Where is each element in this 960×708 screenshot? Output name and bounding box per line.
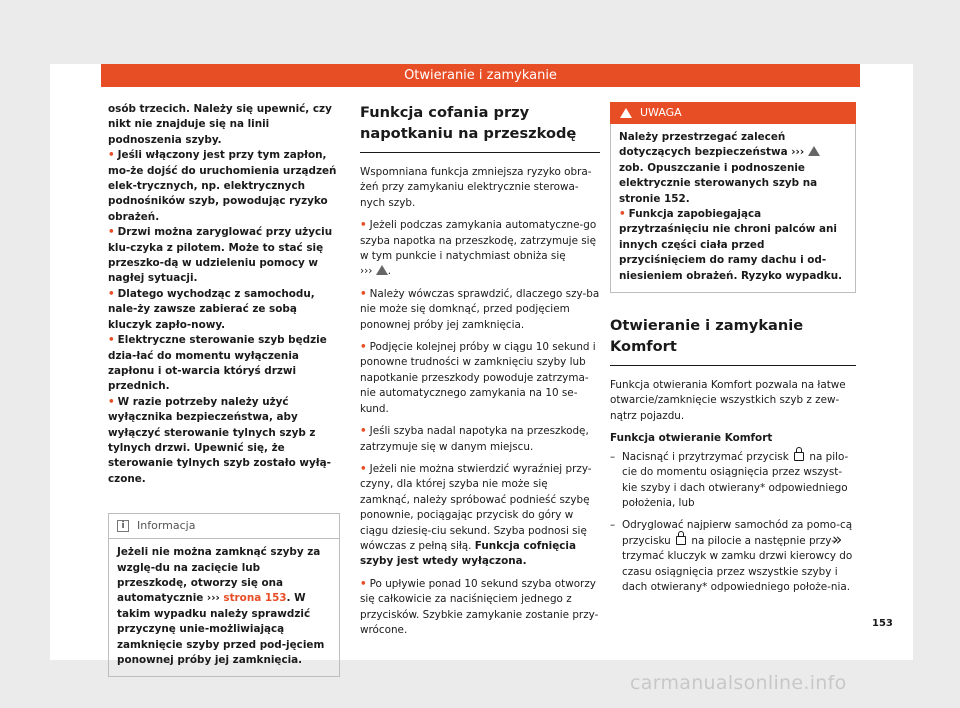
info-text: Jeżeli nie można zamknąć szyby za wzglę-du na zacięcie lub przeszkodę, otworzy się ona automatycznie ››› strona 153. W takim wypadku należy sprawdzić przyczynę unie-możliwiającą zamknięcie szyby przed pod-jęciem ponownej próby jej zamknięcia. (117, 546, 325, 666)
page-link[interactable]: strona 153 (223, 592, 287, 605)
info-title: Informacja (137, 519, 196, 533)
intro-text: osób trzecich. Należy się upewnić, czy nikt nie znajduje się na linii podnoszenia szyby. (108, 103, 332, 146)
list-item: – Nacisnąć i przytrzymać przycisk na pilo-cie do momentu osiągnięcia przez wszyst-kie szyby i dach otwierany* odpowiedniego położenia, lub (610, 450, 849, 509)
unlock-icon (676, 536, 686, 545)
list-item: • Jeśli włączony jest przy tym zapłon, mo-że dojść do uruchomienia urządzeń elek-trycznych, np. elektrycznych podnośników szyb, powodując ryzyko obrażeń. (108, 149, 337, 223)
warning-text: Należy przestrzegać zaleceń dotyczących bezpieczeństwa ››› zob. Opuszczanie i podnoszenie elektrycznie sterowanych szyb na stronie 152. (619, 130, 847, 207)
list-item: • Jeżeli podczas zamykania automatyczne-go szyba napotka na przeszkodę, zatrzymuje się w tym punkcie i natychmiast obniża się ››› . (360, 219, 597, 278)
warning-icon (620, 108, 632, 118)
column-right (610, 102, 856, 595)
warning-box (610, 102, 856, 293)
column-left (108, 102, 340, 677)
unlock-icon (794, 452, 804, 461)
subheading: Funkcja otwieranie Komfort (610, 432, 773, 445)
info-icon: i (117, 520, 129, 532)
warning-title: UWAGA (640, 106, 682, 119)
section-heading: Otwieranie i zamykanie Komfort (610, 317, 804, 356)
list-item: • Należy wówczas sprawdzić, dlaczego szy-ba nie może się domknąć, przed podjęciem ponownej próby jej zamknięcia. (360, 287, 600, 331)
list-item: • Dlatego wychodząc z samochodu, nale-ży zawsze zabierać ze sobą kluczyk zapło-nowy. (108, 287, 315, 331)
list-item: • Jeżeli nie można stwierdzić wyraźniej przy-czyny, dla której szyba nie może się zamknąć, należy spróbować podnieść szybę ponownie, pociągając przycisk do góry w ciągu dziesię-ciu sekund. Szyba podnosi się wówczas z pełną siłą. Funkcja cofnięcia szyby jest wtedy wyłączona. (360, 462, 592, 568)
intro-text: Funkcja otwierania Komfort pozwala na łatwe otwarcie/zamknięcie wszystkich szyb z zew-nątrz pojazdu. (610, 379, 846, 422)
info-box (108, 513, 340, 677)
heading-rule (360, 152, 600, 153)
list-item: • Elektryczne sterowanie szyb będzie dzia-łać do momentu wyłączenia zapłonu i ot-warcia któryś drzwi przednich. (108, 334, 327, 393)
page-number: 153 (872, 618, 893, 629)
list-item: • Po upływie ponad 10 sekund szyba otworzy się całkowicie za naciśnięciem jednego z przycisków. Szybkie zamykanie zostanie przy-wrócone. (360, 577, 599, 636)
warning-icon (808, 146, 820, 156)
section-heading: Funkcja cofania przy napotkaniu na przeszkodę (360, 104, 577, 142)
section-header: Otwieranie i zamykanie (101, 64, 860, 87)
intro-text: Wspomniana funkcja zmniejsza ryzyko obra-żeń przy zamykaniu elektrycznie sterowa-nych szyb. (360, 166, 592, 209)
continued-icon: » (832, 530, 843, 550)
watermark: carmanualsonline.info (630, 672, 847, 694)
heading-rule (610, 365, 856, 366)
warning-icon (376, 265, 388, 275)
list-item: • W razie potrzeby należy użyć wyłącznika bezpieczeństwa, aby wyłączyć sterowanie tylnych szyb z tylnych drzwi. Upewnić się, że sterowanie tylnych szyb zostało wyłą-czone. (108, 395, 331, 485)
list-item: • Podjęcie kolejnej próby w ciągu 10 sekund i ponowne trudności w zamknięciu szyby lub napotkanie przeszkody powoduje zatrzyma-nie automatycznego zamykania na 10 se-kund. (360, 341, 596, 415)
list-item: • Funkcja zapobiegająca przytrzaśnięciu nie chroni palców ani innych części ciała przed przyciśnięciem do ramy dachu i od-niesieniem obrażeń. Ryzyko wypadku. (619, 208, 843, 282)
list-item: • Drzwi można zaryglować przy użyciu klu-czyka z pilotem. Może to stać się przeszko-dą w udzieleniu pomocy w nagłej sytuacji. (108, 226, 333, 285)
column-middle (360, 102, 600, 638)
list-item: – Odryglować najpierw samochód za pomo-cą przycisku na pilocie a następnie przy-trzymać kluczyk w zamku drzwi kierowcy do czasu osiągnięcia przez wszystkie szyby i dach otwierany* odpowiedniego położe-nia. (610, 519, 853, 593)
list-item: • Jeśli szyba nadal napotyka na przeszkodę, zatrzymuje się w danym miejscu. (360, 425, 589, 453)
